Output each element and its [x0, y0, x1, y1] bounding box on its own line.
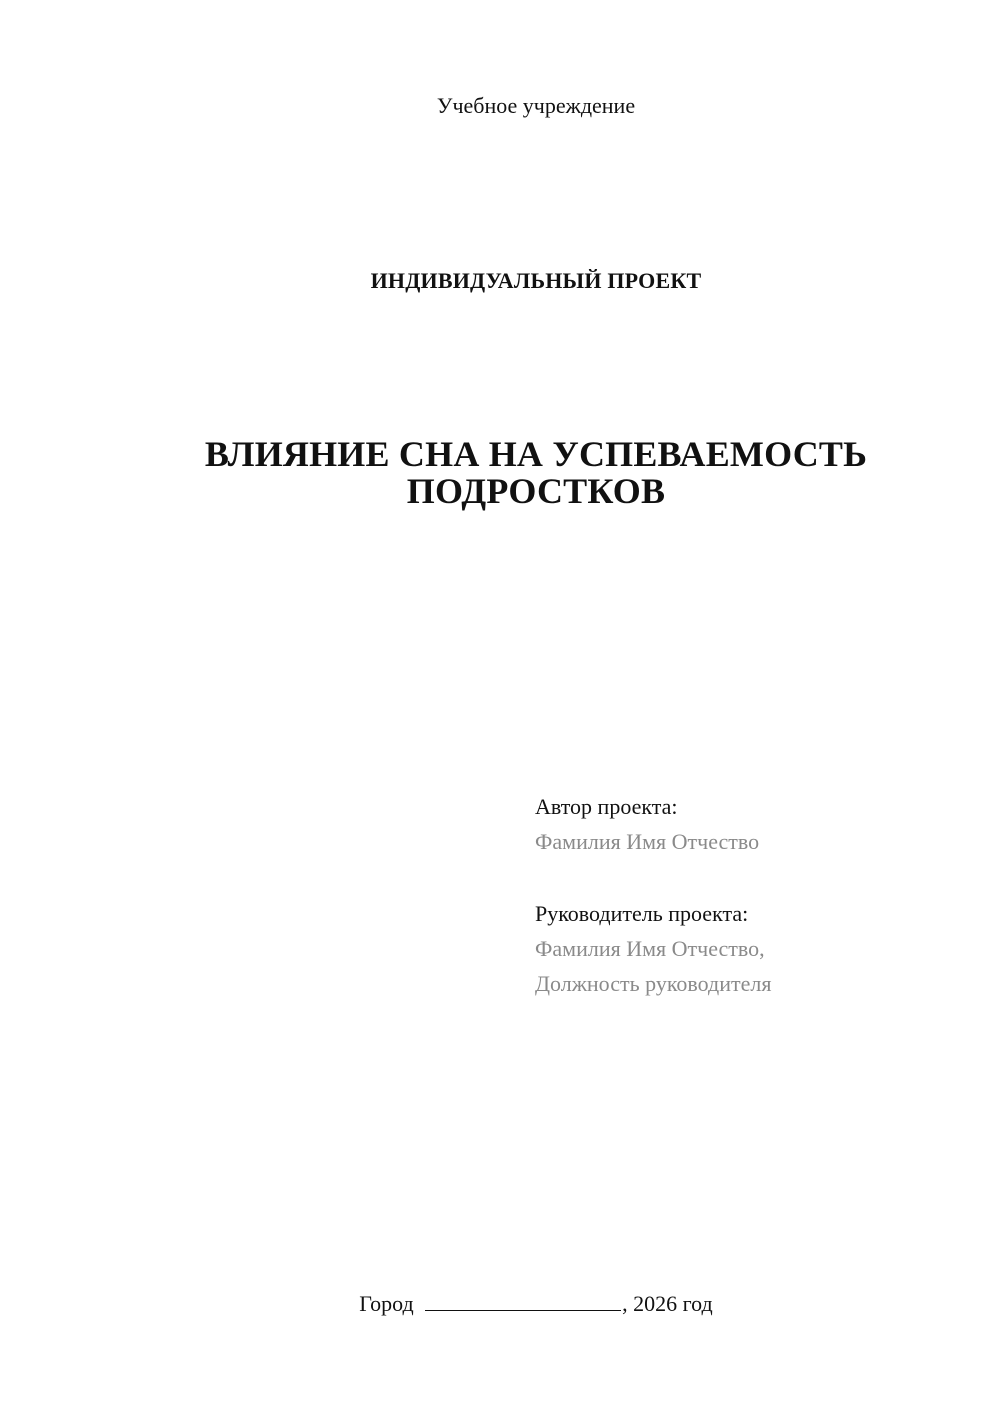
info-spacer — [535, 859, 975, 896]
author-name-placeholder: Фамилия Имя Отчество — [535, 829, 760, 854]
supervisor-position-placeholder: Должность руководителя — [535, 971, 772, 996]
project-title-line-2: ПОДРОСТКОВ — [406, 471, 666, 511]
project-type-heading: ИНДИВИДУАЛЬНЫЙ ПРОЕКТ — [370, 268, 702, 293]
supervisor-label: Руководитель проекта: — [535, 901, 749, 926]
year-text: , 2026 год — [622, 1291, 713, 1316]
project-title — [0, 436, 1000, 510]
city-label: Город — [359, 1291, 414, 1316]
city-blank-line — [425, 1290, 621, 1311]
supervisor-name-placeholder: Фамилия Имя Отчество, — [535, 936, 765, 961]
project-info-block — [535, 789, 975, 1001]
footer-city-year — [0, 1290, 1000, 1318]
institution-name: Учебное учреждение — [436, 93, 636, 118]
author-label: Автор проекта: — [535, 794, 678, 819]
project-title-line-1: ВЛИЯНИЕ СНА НА УСПЕВАЕМОСТЬ — [204, 434, 868, 474]
